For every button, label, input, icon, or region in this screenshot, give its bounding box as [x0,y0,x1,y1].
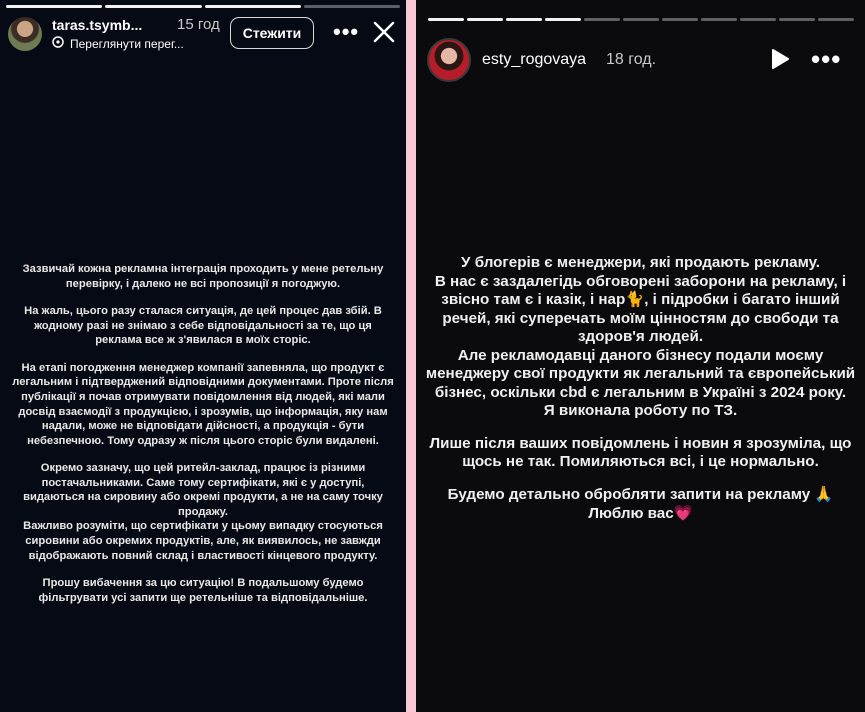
progress-segment [584,18,620,21]
avatar[interactable] [8,17,42,51]
text-paragraph: На жаль, цього разу сталася ситуація, де цей процес дав збій. В жодному разі не знімаю з себе відповідальності за те, що ця реклама все ж з'явилася в моїх сторіс. [24,305,382,347]
avatar[interactable] [427,38,471,82]
right-story-progress [428,18,854,21]
text-paragraph: Зазвичай кожна рекламна інтеграція проходить у мене ретельну перевірку, і далеко не всі пропозиції я погоджую. [22,263,384,290]
progress-segment [701,18,737,21]
more-dots-icon[interactable]: ••• [811,44,842,74]
progress-segment [467,18,503,21]
follow-button[interactable]: Стежити [230,17,314,49]
progress-segment [623,18,659,21]
more-dots-icon[interactable]: ••• [333,19,360,44]
post-time: 15 год [177,16,220,33]
text-paragraph: На етапі погодження менеджер компанії запевняла, що продукт є легальним і підтверджений відповідними документами. Проте після публікації я почав отримувати повідомлення від людей, які мали досвід взаємодії з продукцією, і зрозумів, що інформація, яку нам надали, може не відповідати дійсності, а продукція - бути небезпечною. Тому одразу ж після цього сторіс були видалені. [12,361,394,447]
play-icon[interactable] [769,48,791,70]
text-paragraph: Окремо зазначу, що цей ритейл-заклад, працює із різними постачальниками. Саме тому сертифікати, які є у доступі, видаються на сировину або окремі продукти, а не на саму точку продажу. Важливо розуміти, що сертифікати у цьому випадку стосуються сировини або окремих продуктів, але, як виявилось, не завжди відображають повний склад і властивості кінцевого продукту. [23,462,383,562]
right-story-text [418,254,863,537]
progress-segment [662,18,698,21]
text-paragraph: Лише після ваших повідомлень і новин я зрозуміла, що щось не так. Помиляються всі, і це нормально. [429,434,852,471]
progress-segment [6,5,102,8]
text-paragraph: Прошу вибачення за цю ситуацію! В подальшому будемо фільтрувати усі запити ще ретельніше та відповідальніше. [38,577,368,604]
progress-segment [105,5,201,8]
text-paragraph: У блогерів є менеджери, які продають рекламу. В нас є заздалегідь обговорені заборони на рекламу, і звісно там є і казік, і нар🐈, і підробки і багато інший речей, які суперечать моїм цінностям до свободи та здоров'я людей. Але рекламодавці даного бізнесу подали моєму менеджеру свої продукти як легальний та європейський бізнес, оскільки cbd є легальним в Україні з 2024 року. Я виконала роботу по ТЗ. [425,254,856,420]
music-note-icon [52,36,64,51]
music-link[interactable] [52,36,184,51]
post-time: 18 год. [606,51,657,68]
text-paragraph: Будемо детально обробляти запити на рекламу 🙏 Люблю вас💗 [447,486,834,522]
progress-segment [428,18,464,21]
music-label: Переглянути перег... [70,36,184,51]
left-story-text [10,262,396,618]
progress-segment [545,18,581,21]
username[interactable]: taras.tsymb... [52,17,143,33]
progress-segment [506,18,542,21]
progress-segment [779,18,815,21]
progress-segment [304,5,400,8]
progress-segment [740,18,776,21]
username[interactable]: esty_rogovaya [482,51,587,68]
close-icon[interactable] [372,20,396,44]
left-story-progress [6,5,400,8]
progress-segment [818,18,854,21]
progress-segment [205,5,301,8]
